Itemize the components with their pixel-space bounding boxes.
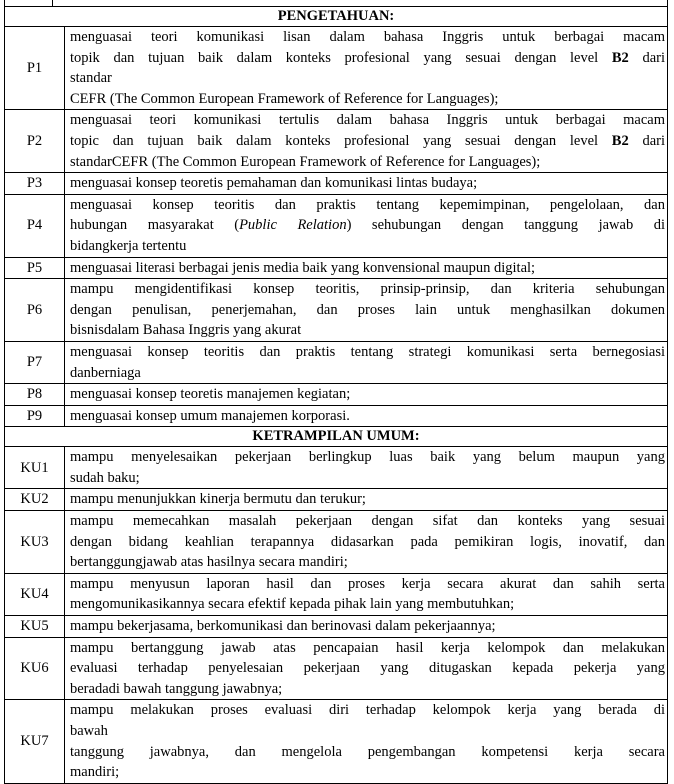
competency-description [65, 637, 668, 700]
description-line: mengomunikasikannya secara efektif kepada pihak lain yang membutuhkan; [70, 596, 515, 613]
description-line: tanggung jawabnya, dan mengelola pengembangan kompetensi kerja secara [70, 743, 665, 760]
competency-code: KU1 [5, 447, 65, 489]
competency-description [65, 257, 668, 279]
table-row [5, 110, 668, 173]
description-line: bawah [70, 723, 108, 739]
description-line: bertanggungjawab atas hasilnya secara mandiri; [70, 554, 348, 571]
competency-table [4, 6, 668, 784]
table-row [5, 616, 668, 638]
description-line: mampu menunjukkan kinerja bermutu dan terukur; [70, 491, 366, 508]
table-row [5, 173, 668, 195]
description-line: standarCEFR (The Common European Framework of Reference for Languages); [70, 153, 541, 170]
competency-code: P4 [5, 194, 65, 257]
description-line: mandiri; [70, 764, 120, 781]
competency-description [65, 194, 668, 257]
table-row [5, 405, 668, 427]
description-line: menguasai konsep teoritis dan praktis tentang strategi komunikasi serta bernegosiasi [70, 343, 665, 360]
description-line: dengan penulisan, penerjemahan, dan proses lain untuk menghasilkan dokumen [70, 301, 665, 318]
competency-code: KU4 [5, 573, 65, 615]
table-row [5, 447, 668, 489]
table-row [5, 573, 668, 615]
competency-code: KU6 [5, 637, 65, 700]
table-row [5, 194, 668, 257]
description-line: standar [70, 70, 112, 87]
description-line: sudah baku; [70, 469, 140, 486]
competency-description [65, 341, 668, 383]
competency-code: KU2 [5, 489, 65, 511]
competency-description [65, 616, 668, 638]
description-line: topic dan tujuan baik dalam konteks profesional yang sesuai dengan level B2 dari [70, 132, 665, 149]
competency-code: P3 [5, 173, 65, 195]
competency-code: P7 [5, 341, 65, 383]
description-line: menguasai konsep teoretis pemahaman dan komunikasi lintas budaya; [70, 175, 478, 192]
description-line: dengan bidang keahlian terapannya didasarkan pada pemikiran logis, inovatif, dan [70, 533, 665, 550]
description-line: topik dan tujuan baik dalam konteks profesional yang sesuai dengan level B2 dari [70, 49, 666, 66]
description-line: mampu menyusun laporan hasil dan proses kerja secara akurat dan sahih serta [70, 575, 665, 592]
description-line: hubungan masyarakat (Public Relation) sehubungan dengan tanggung jawab di [70, 217, 665, 234]
competency-code: P2 [5, 110, 65, 173]
competency-description [65, 511, 668, 574]
table-row [5, 27, 668, 110]
competency-code: KU3 [5, 511, 65, 574]
description-line: menguasai konsep umum manajemen korporasi. [70, 407, 350, 424]
table-row [5, 489, 668, 511]
description-line: menguasai konsep teoretis manajemen kegiatan; [70, 386, 351, 403]
competency-code: P9 [5, 405, 65, 427]
competency-description [65, 405, 668, 427]
table-row [5, 257, 668, 279]
competency-code: KU5 [5, 616, 65, 638]
competency-code: KU7 [5, 700, 65, 783]
table-row [5, 511, 668, 574]
competency-code: P1 [5, 27, 65, 110]
competency-description [65, 700, 668, 783]
table-top-continuation [4, 0, 668, 6]
competency-table-page [4, 0, 668, 784]
description-line: menguasai literasi berbagai jenis media baik yang konvensional maupun digital; [70, 259, 536, 276]
competency-code: P6 [5, 279, 65, 342]
competency-description [65, 489, 668, 511]
competency-description [65, 573, 668, 615]
competency-description [65, 279, 668, 342]
competency-code: P5 [5, 257, 65, 279]
competency-description [65, 447, 668, 489]
description-line: CEFR (The Common European Framework of Reference for Languages); [70, 90, 499, 107]
competency-description [65, 110, 668, 173]
description-line: mampu melakukan proses evaluasi diri terhadap kelompok kerja yang berada di [70, 702, 665, 719]
competency-description [65, 173, 668, 195]
competency-code: P8 [5, 384, 65, 406]
table-row [5, 341, 668, 383]
description-line: bisnisdalam Bahasa Inggris yang akurat [70, 322, 302, 339]
description-line: evaluasi terhadap penyelesaian pekerjaan yang ditugaskan kepada pekerja yang [70, 660, 665, 677]
description-line: danberniaga [70, 364, 141, 381]
table-row [5, 700, 668, 783]
description-line: bidangkerja tertentu [70, 237, 187, 254]
section-heading-row [5, 427, 668, 447]
description-line: menguasai konsep teoritis dan praktis tentang kepemimpinan, pengelolaan, dan [70, 196, 665, 213]
table-row [5, 384, 668, 406]
section-heading-row [5, 7, 668, 27]
description-line: beradadi bawah tanggung jawabnya; [70, 680, 283, 697]
description-line: mampu bekerjasama, berkomunikasi dan berinovasi dalam pekerjaannya; [70, 618, 496, 635]
table-row [5, 279, 668, 342]
section-heading: PENGETAHUAN: [5, 7, 668, 27]
table-row [5, 637, 668, 700]
competency-description [65, 27, 668, 110]
section-heading: KETRAMPILAN UMUM: [5, 427, 668, 447]
description-line: menguasai teori komunikasi tertulis dalam bahasa Inggris untuk berbagai macam [70, 112, 665, 129]
description-line: mampu menyelesaikan pekerjaan berlingkup luas baik yang belum maupun yang [70, 449, 665, 466]
competency-description [65, 384, 668, 406]
description-line: menguasai teori komunikasi lisan dalam bahasa Inggris untuk berbagai macam [70, 29, 665, 45]
description-line: mampu memecahkan masalah pekerjaan dengan sifat dan konteks yang sesuai [70, 513, 665, 530]
description-line: mampu mengidentifikasi konsep teoritis, prinsip-prinsip, dan kriteria sehubungan [70, 281, 665, 298]
description-line: mampu bertanggung jawab atas pencapaian hasil kerja kelompok dan melakukan [70, 639, 665, 656]
